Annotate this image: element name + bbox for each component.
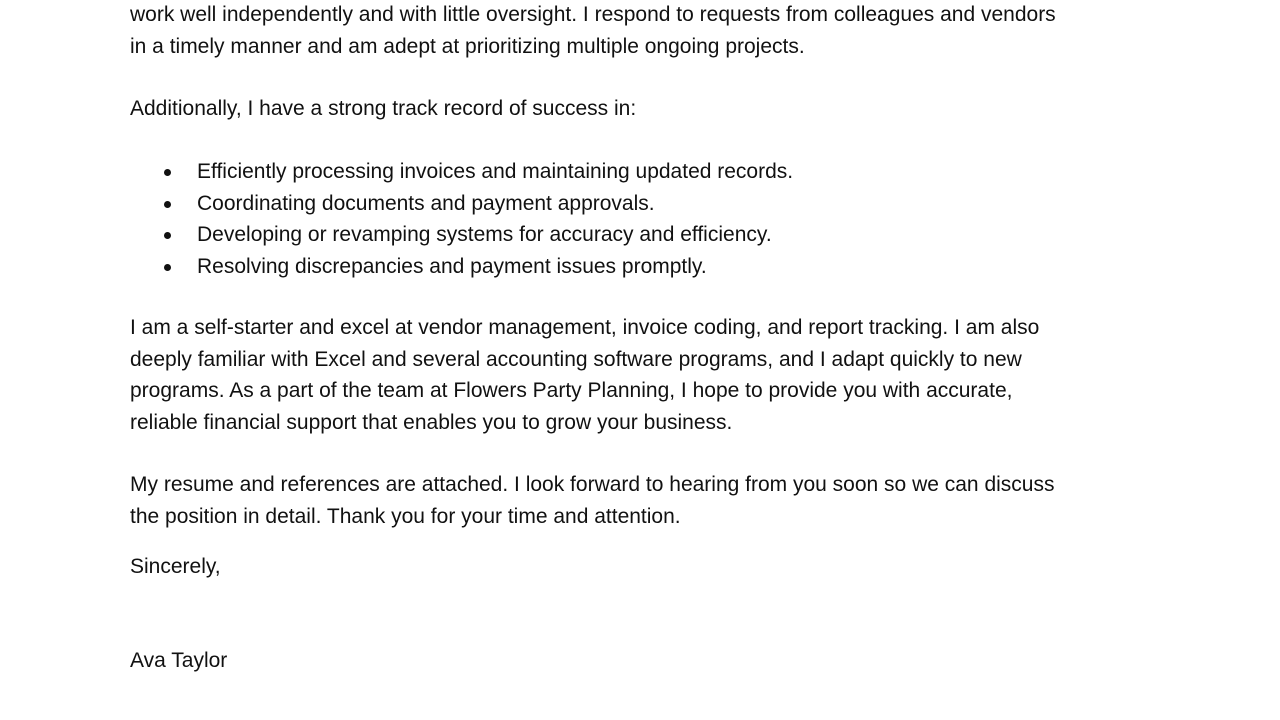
paragraph-line: reliable financial support that enables you to grow your business. <box>130 410 733 434</box>
bullet-text: Resolving discrepancies and payment issues promptly. <box>197 254 707 278</box>
paragraph-line: work well independently and with little oversight. I respond to requests from colleagues and vendors <box>130 3 1056 26</box>
intro-paragraph <box>130 0 1190 62</box>
bullet-dot-icon <box>164 201 171 208</box>
selfstarter-paragraph <box>130 312 1190 438</box>
paragraph-line: Additionally, I have a strong track record of success in: <box>130 97 637 120</box>
signature-text: Ava Taylor <box>130 649 228 672</box>
bullet-text: Developing or revamping systems for accuracy and efficiency. <box>197 223 772 246</box>
paragraph-line: the position in detail. Thank you for your time and attention. <box>130 504 681 528</box>
closing-text: Sincerely, <box>130 555 221 578</box>
bullet-dot-icon <box>164 232 171 239</box>
bullet-text: Coordinating documents and payment approvals. <box>197 191 655 215</box>
paragraph-line: programs. As a part of the team at Flowers Party Planning, I hope to provide you with accurate, <box>130 379 1013 402</box>
paragraph-line: in a timely manner and am adept at prioritizing multiple ongoing projects. <box>130 34 805 58</box>
signature-name <box>130 645 1190 677</box>
paragraph-line: I am a self-starter and excel at vendor management, invoice coding, and report tracking. I am also <box>130 316 1040 339</box>
paragraph-line: My resume and references are attached. I look forward to hearing from you soon so we can discuss <box>130 473 1055 496</box>
paragraph-line: deeply familiar with Excel and several accounting software programs, and I adapt quickly to new <box>130 347 1022 371</box>
additional-paragraph <box>130 93 1190 125</box>
closing-line <box>130 551 1190 583</box>
bullet-text: Efficiently processing invoices and maintaining updated records. <box>197 160 794 183</box>
bullet-dot-icon <box>164 169 171 176</box>
bullet-dot-icon <box>164 264 171 271</box>
resume-paragraph <box>130 469 1190 532</box>
